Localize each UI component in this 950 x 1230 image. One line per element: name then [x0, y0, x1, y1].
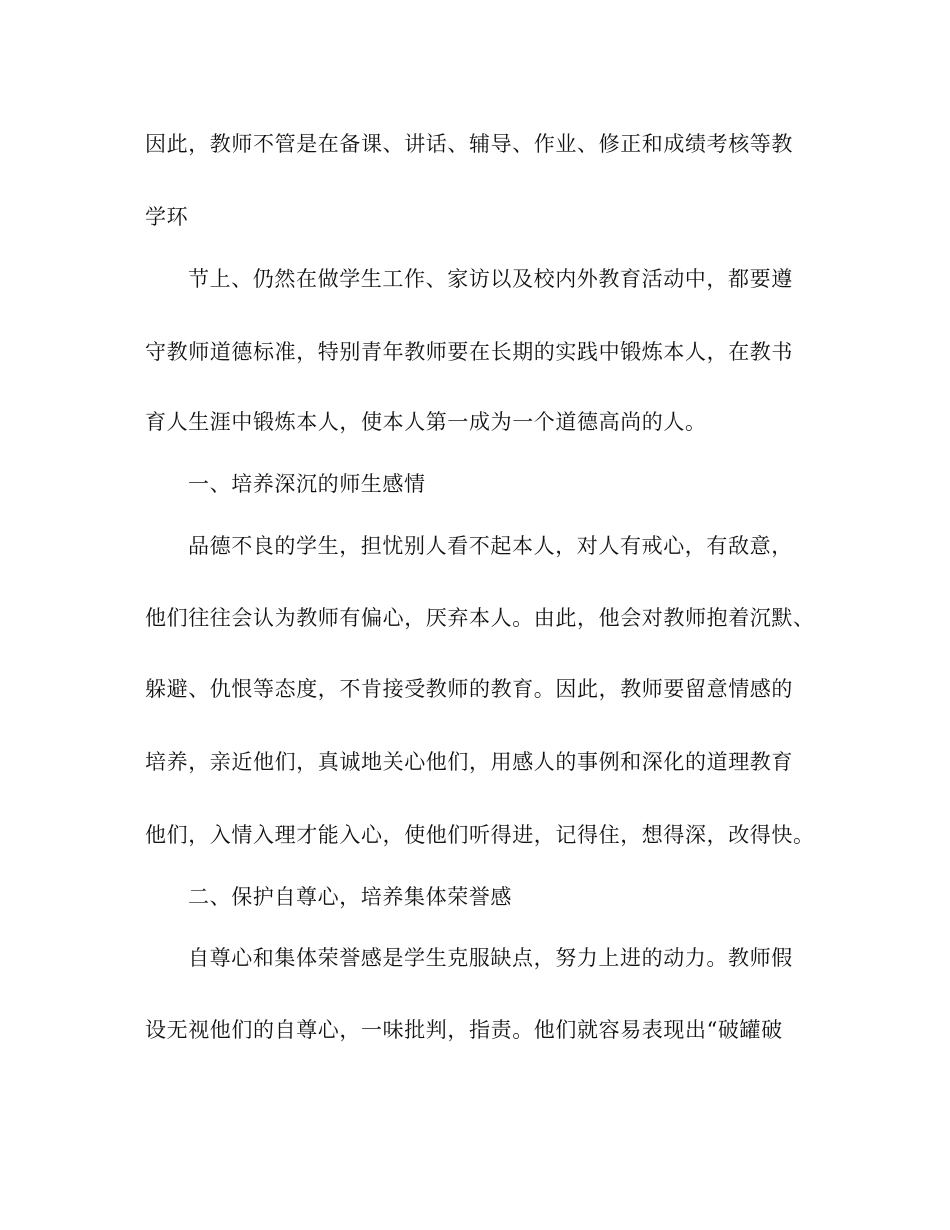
text-line: 品德不良的学生，担忧别人看不起本人，对人有戒心，有敌意，: [188, 534, 793, 558]
text-line: 守教师道德标准，特别青年教师要在长期的实践中锻炼本人，在教书: [145, 340, 793, 364]
text-line: 因此，教师不管是在备课、讲话、辅导、作业、修正和成绩考核等教: [145, 132, 793, 156]
section-heading: 二、保护自尊心，培养集体荣誉感: [188, 885, 512, 909]
text-line: 设无视他们的自尊心，一味批判，指责。他们就容易表现出“破罐破: [145, 1018, 783, 1042]
text-line: 育人生涯中锻炼本人，使本人第一成为一个道德高尚的人。: [145, 410, 707, 434]
text-line: 学环: [145, 205, 189, 229]
text-line: 培养，亲近他们，真诚地关心他们，用感人的事例和深化的道理教育: [145, 750, 793, 774]
text-line: 躲避、仇恨等态度，不肯接受教师的教育。因此，教师要留意情感的: [145, 677, 793, 701]
text-line: 他们，入情入理才能入心，使他们听得进，记得住，想得深，改得快。: [145, 823, 815, 847]
text-line: 自尊心和集体荣誉感是学生克服缺点，努力上进的动力。教师假: [188, 946, 793, 970]
text-line: 他们往往会认为教师有偏心，厌弃本人。由此，他会对教师抱着沉默、: [145, 606, 815, 630]
section-heading: 一、培养深沉的师生感情: [188, 472, 426, 496]
text-line: 节上、仍然在做学生工作、家访以及校内外教育活动中，都要遵: [188, 267, 793, 291]
